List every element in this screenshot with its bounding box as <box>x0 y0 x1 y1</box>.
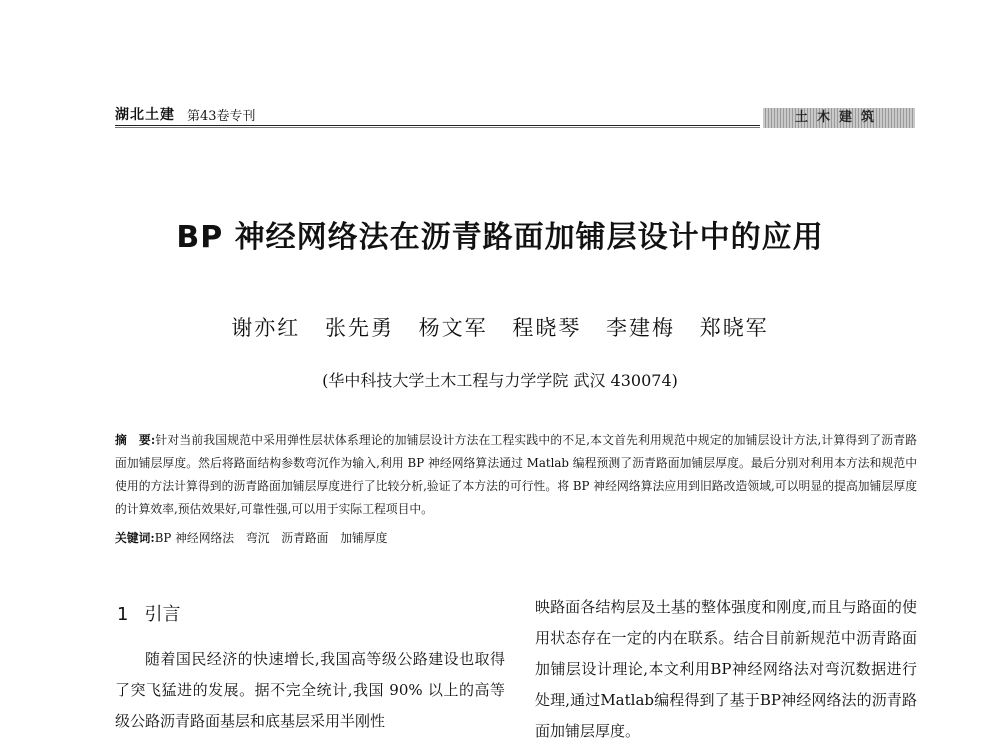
issue-label: 第43卷专刊 <box>187 109 256 124</box>
affiliation: (华中科技大学土木工程与力学学院 武汉 430074) <box>322 371 678 390</box>
paper-title: BP 神经网络法在沥青路面加铺层设计中的应用 <box>176 220 824 255</box>
author-list: 谢亦红 张先勇 杨文军 程晓琴 李建梅 郑晓军 <box>231 316 769 340</box>
intro-paragraph-left: 随着国民经济的快速增长,我国高等级公路建设也取得了突飞猛进的发展。据不完全统计,我国 90% 以上的高等级公路沥青路面基层和底基层采用半刚性 <box>115 650 505 730</box>
section-number: 1 <box>117 604 129 625</box>
running-header <box>115 104 915 126</box>
section-tag: 土木建筑 <box>763 108 915 128</box>
right-column <box>535 592 917 747</box>
intro-paragraph-right: 映路面各结构层及土基的整体强度和刚度,而且与路面的使用状态存在一定的内在联系。结合目前新规范中沥青路面加铺层设计理论,本文利用BP神经网络法对弯沉数据进行处理,通过Matlab编程得到了基于BP神经网络法的沥青路面加铺层厚度。 <box>535 598 917 740</box>
section-title: 引言 <box>144 604 181 625</box>
header-rule-secondary <box>115 127 760 128</box>
abstract-label: 摘 要: <box>115 433 156 447</box>
abstract <box>115 429 917 521</box>
journal-name: 湖北土建 <box>115 107 175 123</box>
section-heading <box>117 600 505 626</box>
header-rule <box>115 125 760 126</box>
keywords <box>115 529 917 547</box>
keywords-text: BP 神经网络法 弯沉 沥青路面 加铺厚度 <box>154 531 388 545</box>
abstract-text: 针对当前我国规范中采用弹性层状体系理论的加铺层设计方法在工程实践中的不足,本文首先利用规范中规定的加铺层设计方法,计算得到了沥青路面加铺层厚度。然后将路面结构参数弯沉作为输入,利用 BP 神经网络算法通过 Matlab 编程预测了沥青路面加铺层厚度。最后分别对利用本方法和规范中使用的方法计算得到的沥青路面加铺层厚度进行了比较分析,验证了本方法的可行性。将 BP 神经网络算法应用到旧路改造领域,可以明显的提高加铺层厚度的计算效率,预估效果好,可靠性强,可以用于实际工程项目中。 <box>115 433 917 516</box>
left-column <box>115 600 505 737</box>
keywords-label: 关键词: <box>115 531 155 545</box>
